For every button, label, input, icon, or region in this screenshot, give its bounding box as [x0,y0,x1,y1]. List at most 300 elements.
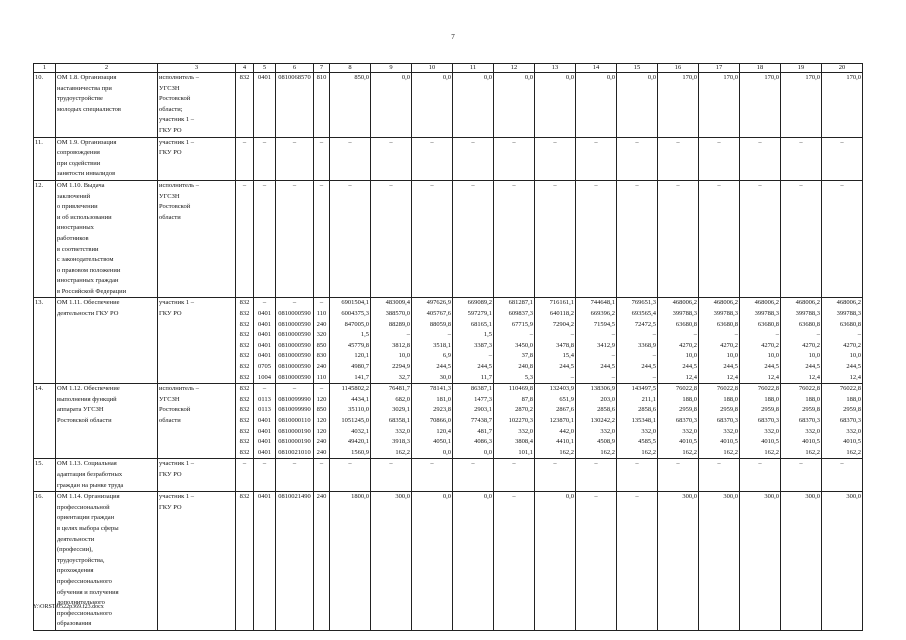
amount-cell-line: 10,0 [726,352,738,360]
amount-cell [617,492,658,631]
header-cell: 19 [781,64,822,73]
expense-type-code-line: – [319,385,324,393]
section-code [254,384,276,459]
executor-line: Ростовской [159,406,191,414]
amount-cell [822,180,863,298]
amount-cell-line: – [594,138,598,146]
amount-cell-line: 2858,6 [638,406,656,414]
amount-cell [412,298,453,384]
amount-cell-line: 4010,5 [761,438,779,446]
amount-cell-line: 3387,3 [474,341,492,349]
amount-cell-line: 2959,8 [802,406,820,414]
amount-cell-line: 143497,5 [631,385,656,393]
expense-type-code [314,459,330,492]
measure-name-line: прохождения [57,567,94,575]
section-code-line: 0401 [258,310,271,318]
amount-cell-line: 4050,1 [433,438,451,446]
amount-cell-line: 468006,2 [672,299,697,307]
amount-cell-line: 388570,0 [385,310,410,318]
amount-cell-line: 300,0 [764,493,779,501]
target-article-code-line: 0810021490 [278,493,311,501]
amount-cell-line: 10,0 [398,352,410,360]
amount-cell [699,298,740,384]
header-cell: 10 [412,64,453,73]
amount-cell-line: 3518,1 [433,341,451,349]
expense-type-code-line: 810 [316,74,327,81]
amount-cell [617,459,658,492]
grbs-code-line: 832 [239,427,250,435]
section-code-line: 0401 [258,74,271,81]
executor-line: области [159,213,181,221]
amount-cell-line: 2959,8 [720,406,738,414]
amount-cell-line: 651,9 [559,395,574,403]
amount-cell-line: – [512,138,516,146]
amount-cell-line: – [635,181,639,189]
amount-cell-line: 0,0 [483,493,492,501]
amount-cell-line: 188,0 [682,395,697,403]
header-cell: 1 [34,64,56,73]
expense-type-code-line: 120 [316,395,327,403]
amount-cell [658,298,699,384]
amount-cell-line: 300,0 [682,493,697,501]
measure-name [56,137,158,180]
amount-cell-line: 300,0 [723,493,738,501]
measure-name-line: ОМ 1.9. Организация [57,138,117,146]
amount-cell-line: – [717,181,721,189]
header-cell: 18 [740,64,781,73]
amount-cell-line: 110469,8 [508,385,533,393]
amount-cell-line: – [676,138,680,146]
measure-name [56,180,158,298]
amount-cell-line: – [471,138,475,146]
header-cell: 12 [494,64,535,73]
amount-cell-line: 37,8 [521,352,533,360]
amount-cell-line: 399788,3 [672,310,697,318]
amount-cell-line: 11,7 [480,373,492,381]
amount-cell [494,298,535,384]
measure-name-line: аппарата УГСЗН [57,406,104,414]
header-cell: 14 [576,64,617,73]
grbs-code-line: 832 [239,299,250,307]
amount-cell-line: 332,0 [395,427,410,435]
amount-cell-line: 0,0 [565,493,574,501]
amount-cell-line: – [594,493,598,501]
measure-name-line: трудоустройстве [57,95,103,103]
amount-cell-line: 4086,3 [474,438,492,446]
amount-cell [330,492,371,631]
measure-name-line: заключений [57,192,91,200]
section-code-line: – [262,181,267,189]
amount-cell [576,459,617,492]
header-cell: 13 [535,64,576,73]
measure-name [56,73,158,138]
amount-cell-line: 0,0 [524,74,533,81]
measure-name-line: (профессии), [57,546,93,554]
amount-cell-line: 162,2 [764,448,779,456]
amount-cell-line: 0,0 [483,448,492,456]
header-cell: 11 [453,64,494,73]
amount-cell-line: 123870,1 [549,417,574,424]
grbs-code-line: 832 [239,417,250,424]
expense-type-code [314,384,330,459]
amount-cell-line: 0,0 [483,74,492,81]
amount-cell-line: – [570,331,574,339]
amount-cell-line: 2959,8 [761,406,779,414]
amount-cell-line: – [594,181,598,189]
expense-type-code-line: 110 [316,310,327,318]
measure-name-line: о правовом положении [57,266,121,274]
target-article-code-line: – [292,299,297,307]
amount-cell [658,137,699,180]
amount-cell [617,137,658,180]
amount-cell-line: 10,0 [767,352,779,360]
amount-cell-line: 244,5 [600,363,615,371]
amount-cell-line: – [406,331,410,339]
amount-cell-line: – [389,138,393,146]
section-code-line: 0401 [258,352,271,360]
amount-cell-line: – [512,181,516,189]
amount-cell-line: 76022,8 [716,385,738,393]
amount-cell [822,492,863,631]
expense-type-code [314,492,330,631]
expense-type-code-line: 240 [316,438,327,446]
amount-cell-line: 88059,8 [429,320,451,328]
amount-cell-line: 1560,9 [351,448,369,456]
amount-cell-line: 4980,7 [351,363,369,371]
amount-cell-line: 640118,2 [549,310,574,318]
table-row [34,137,863,180]
amount-cell-line: 4032,1 [351,427,369,435]
amount-cell-line: 468006,2 [754,299,779,307]
executor-line: ГКУ РО [159,126,182,134]
amount-cell-line: 0,0 [442,493,451,501]
target-article-code-line: 0810000190 [278,438,311,446]
amount-cell-line: 3029,1 [392,406,410,414]
header-cell: 6 [276,64,314,73]
target-article-code [276,492,314,631]
section-code [254,459,276,492]
amount-cell-line: 405767,6 [426,310,451,318]
amount-cell [617,384,658,459]
measure-name-line: о привлечении [57,203,98,211]
executor [158,492,236,631]
amount-cell [330,298,371,384]
measure-name-line: в целях выбора сферы [57,524,119,532]
amount-cell-line: – [553,181,557,189]
amount-cell-line: 181,0 [436,395,451,403]
amount-cell-line: 120,1 [354,352,369,360]
measure-name-line: ОМ 1.8. Организация [57,74,117,81]
amount-cell [453,137,494,180]
amount-cell-line: – [652,352,656,360]
amount-cell-line: – [611,373,615,381]
amount-cell [740,73,781,138]
amount-cell [535,137,576,180]
amount-cell [658,384,699,459]
measure-name-line: профессионального [57,577,112,585]
measure-name-line: деятельности ГКУ РО [57,310,119,318]
amount-cell [330,459,371,492]
amount-cell-line: – [512,460,516,468]
grbs-code-line: – [242,460,247,468]
target-article-code [276,73,314,138]
amount-cell-line: – [717,138,721,146]
measure-name [56,384,158,459]
target-article-code-line: 0810000590 [278,363,311,371]
amount-cell-line: 399788,3 [754,310,779,318]
amount-cell [576,384,617,459]
measure-name-line: ОМ 1.10. Выдача [57,181,105,189]
grbs-code-line: – [242,138,247,146]
executor-line: УГСЗН [159,395,180,403]
measure-name [56,298,158,384]
expense-type-code-line: – [319,138,324,146]
amount-cell-line: 483009,4 [385,299,410,307]
amount-cell [617,73,658,138]
measure-name [56,459,158,492]
grbs-code-line: 832 [239,363,250,371]
amount-cell [740,137,781,180]
expense-type-code-line: 850 [316,406,327,414]
measure-name-line: работников [57,234,89,242]
amount-cell-line: 468006,2 [713,299,738,307]
amount-cell [617,180,658,298]
amount-cell-line: – [693,331,697,339]
measure-name-line: ОМ 1.13. Социальная [57,460,117,468]
section-code-line: 0401 [258,448,271,456]
amount-cell-line: 244,5 [477,363,492,371]
grbs-code-line: 832 [239,74,250,81]
amount-cell-line: 609837,3 [508,310,533,318]
expense-type-code [314,298,330,384]
amount-cell [494,73,535,138]
amount-cell-line: 3368,9 [638,341,656,349]
target-article-code-line: 0810000590 [278,352,311,360]
amount-cell-line: – [529,331,533,339]
amount-cell-line: 12,4 [767,373,779,381]
amount-cell-line: 10,0 [808,352,820,360]
amount-cell-line: 68358,1 [388,417,410,424]
amount-cell-line: 49420,1 [347,438,369,446]
amount-cell-line: 4010,5 [843,438,861,446]
amount-cell [576,492,617,631]
amount-cell [576,73,617,138]
measure-name-line: молодых специалистов [57,105,121,113]
executor-line: Ростовской [159,95,191,103]
section-code-line: – [262,138,267,146]
amount-cell-line: 244,5 [764,363,779,371]
grbs-code-line: 832 [239,320,250,328]
amount-cell-line: 244,5 [641,363,656,371]
amount-cell-line: 597279,1 [467,310,492,318]
target-article-code [276,180,314,298]
measure-name-line: ориентации граждан [57,514,115,522]
amount-cell-line: – [758,138,762,146]
amount-cell-line: 76022,8 [757,385,779,393]
amount-cell-line: 0,0 [565,74,574,81]
executor-line: ГКУ РО [159,503,182,511]
amount-cell-line: – [430,138,434,146]
amount-cell-line: – [430,460,434,468]
amount-cell [453,298,494,384]
amount-cell-line: 32,7 [398,373,410,381]
amount-cell [658,73,699,138]
amount-cell [371,73,412,138]
amount-cell-line: 10,0 [849,352,861,360]
amount-cell-line: – [389,181,393,189]
amount-cell-line: 468006,2 [836,299,861,307]
amount-cell [453,180,494,298]
amount-cell [576,180,617,298]
amount-cell [740,492,781,631]
amount-cell-line: 102270,3 [508,417,533,424]
amount-cell-line: – [840,181,844,189]
amount-cell-line: 162,2 [641,448,656,456]
amount-cell-line: 70866,0 [429,417,451,424]
amount-cell-line: 4270,2 [843,341,861,349]
amount-cell-line: 162,2 [682,448,697,456]
measure-name-line: трудоустройства, [57,556,105,564]
amount-cell-line: 497626,9 [426,299,451,307]
budget-table [33,63,863,631]
measure-name-line: граждан на рынке труда [57,481,124,489]
expense-type-code-line: 240 [316,363,327,371]
measure-name-line: образования [57,620,92,628]
target-article-code [276,384,314,459]
amount-cell-line: 68370,3 [798,417,820,424]
amount-cell-line: 244,5 [559,363,574,371]
amount-cell-line: 10,0 [685,352,697,360]
target-article-code [276,298,314,384]
amount-cell-line: 101,1 [518,448,533,456]
section-code [254,73,276,138]
amount-cell-line: 244,5 [723,363,738,371]
measure-name-line: ОМ 1.12. Обеспечение [57,385,120,393]
section-code [254,180,276,298]
amount-cell-line: 4410,1 [556,438,574,446]
amount-cell-line: 332,0 [641,427,656,435]
expense-type-code [314,73,330,138]
amount-cell [494,459,535,492]
amount-cell-line: 170,0 [682,74,697,81]
amount-cell [822,459,863,492]
amount-cell [412,180,453,298]
executor-line: УГСЗН [159,192,180,200]
grbs-code-line: 832 [239,352,250,360]
amount-cell-line: 188,0 [764,395,779,403]
amount-cell [781,137,822,180]
amount-cell-line: 4010,5 [720,438,738,446]
amount-cell [699,180,740,298]
amount-cell [453,459,494,492]
amount-cell-line: 3812,8 [392,341,410,349]
target-article-code-line: – [292,138,297,146]
amount-cell-line: 4270,2 [679,341,697,349]
measure-name-line: в Российской Федерации [57,287,127,295]
section-code [254,492,276,631]
amount-cell-line: 4270,2 [720,341,738,349]
amount-cell-line: 2903,1 [474,406,492,414]
amount-cell-line: 0,0 [606,74,615,81]
amount-cell-line: 744648,1 [590,299,615,307]
row-number: 15. [34,459,56,492]
amount-cell [330,180,371,298]
amount-cell-line: – [635,493,639,501]
amount-cell-line: 6,9 [442,352,451,360]
expense-type-code-line: – [319,299,324,307]
amount-cell [535,492,576,631]
amount-cell [371,137,412,180]
amount-cell [781,298,822,384]
amount-cell-line: 72472,5 [634,320,656,328]
amount-cell-line: 30,0 [439,373,451,381]
grbs-code [236,384,254,459]
header-cell: 9 [371,64,412,73]
executor [158,384,236,459]
amount-cell-line: 3412,9 [597,341,615,349]
amount-cell-line: 2923,8 [433,406,451,414]
amount-cell-line: 0,0 [442,448,451,456]
table-row [34,492,863,631]
amount-cell-line: 86387,1 [470,385,492,393]
amount-cell-line: – [389,460,393,468]
amount-cell-line: 162,2 [723,448,738,456]
measure-name-line: дополнительного [57,599,105,607]
amount-cell-line: – [512,493,516,501]
amount-cell [412,73,453,138]
amount-cell [781,492,822,631]
row-number: 11. [34,137,56,180]
amount-cell-line: 468006,2 [795,299,820,307]
amount-cell-line: 2294,9 [392,363,410,371]
header-cell: 5 [254,64,276,73]
amount-cell [822,298,863,384]
amount-cell-line: 332,0 [764,427,779,435]
target-article-code-line: 0810099990 [278,406,311,414]
amount-cell-line: 2959,8 [843,406,861,414]
amount-cell-line: 76022,8 [675,385,697,393]
amount-cell-line: 6004375,3 [341,310,369,318]
target-article-code-line: 0810000590 [278,310,311,318]
amount-cell [617,298,658,384]
expense-type-code-line: – [319,460,324,468]
amount-cell-line: 399788,3 [795,310,820,318]
measure-name-line: в соответствии [57,245,99,253]
amount-cell-line: 300,0 [395,493,410,501]
amount-cell-line: – [840,460,844,468]
amount-cell-line: 120,4 [436,427,451,435]
executor-line: УГСЗН [159,84,180,92]
amount-cell [658,492,699,631]
file-path-footer: Y:\ORST\0522p369.f23.docx [33,604,104,610]
target-article-code-line: – [292,460,297,468]
amount-cell-line: 2858,6 [597,406,615,414]
target-article-code-line: 0810000590 [278,320,311,328]
amount-cell-line: 78141,3 [429,385,451,393]
header-cell: 7 [314,64,330,73]
amount-cell-line: 2870,2 [515,406,533,414]
amount-cell-line: 132403,9 [549,385,574,393]
amount-cell-line: – [430,181,434,189]
amount-cell-line: – [594,460,598,468]
amount-cell-line: – [734,331,738,339]
expense-type-code-line: 110 [316,373,327,381]
header-cell: 2 [56,64,158,73]
measure-name-line: с законодательством [57,256,114,264]
amount-cell-line: – [348,138,352,146]
amount-cell [822,73,863,138]
amount-cell-line: 138306,9 [590,385,615,393]
